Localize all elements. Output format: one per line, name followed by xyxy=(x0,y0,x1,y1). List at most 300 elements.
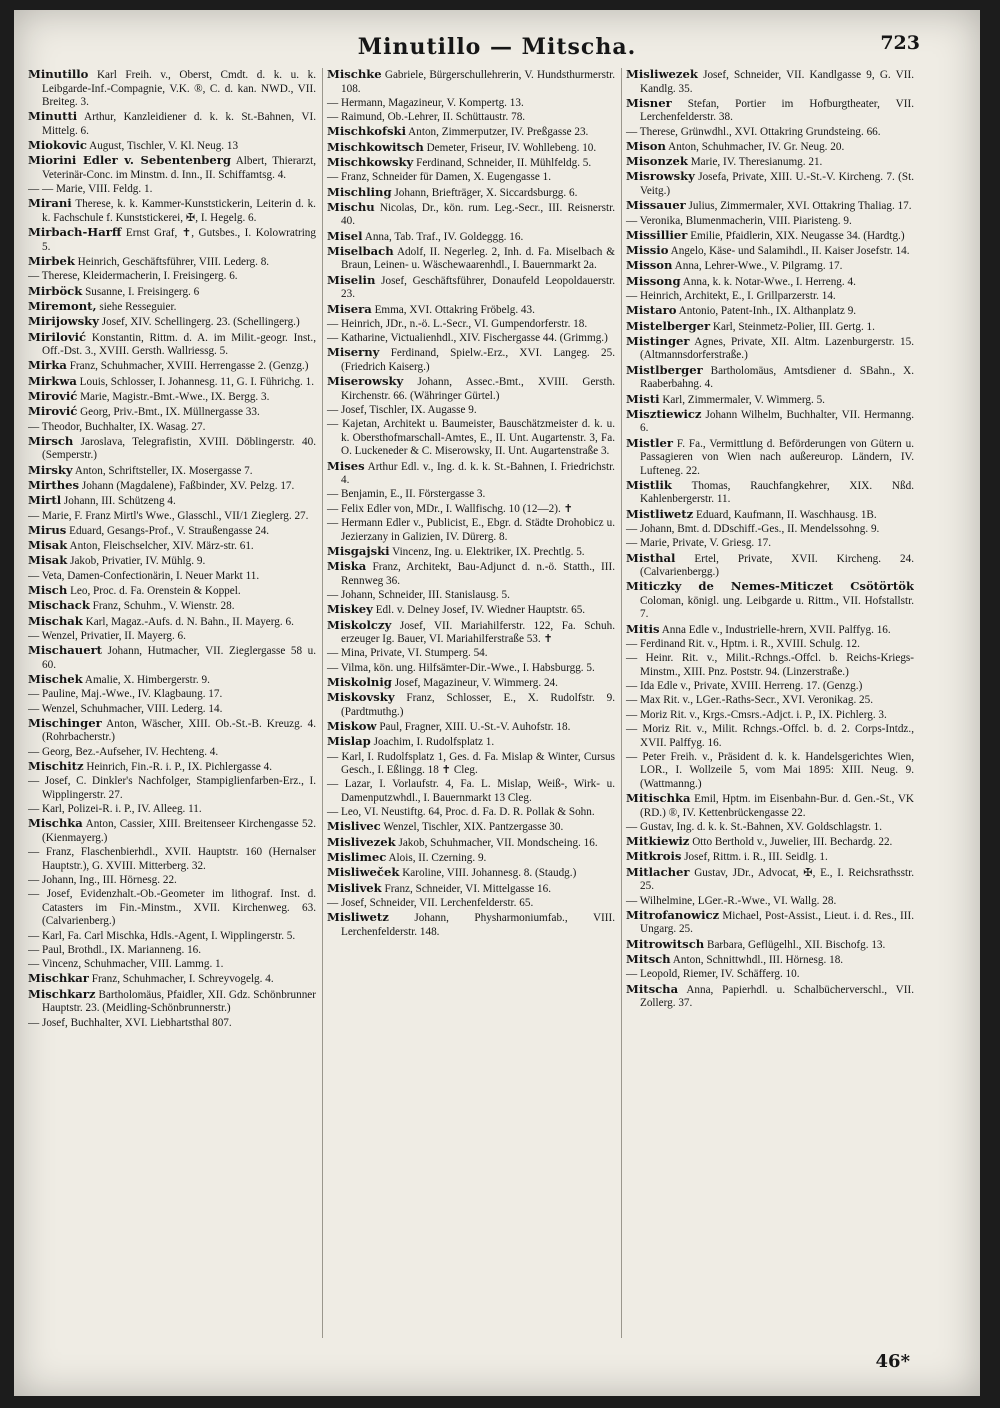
directory-entry xyxy=(626,835,914,850)
directory-entry xyxy=(327,517,615,544)
entry-details: — Theodor, Buchhalter, IX. Wasag. 27. xyxy=(28,420,206,433)
directory-entry xyxy=(28,375,316,390)
entry-surname: Miserowsky xyxy=(327,374,404,389)
entry-details: Johann, Assec.-Bmt., XVIII. Gersth. Kirchenstr. 66. (Währinger Gürtel.) xyxy=(341,376,615,402)
directory-entry xyxy=(327,186,615,201)
directory-entry xyxy=(327,897,615,911)
entry-surname: Misrowsky xyxy=(626,169,695,184)
directory-entry xyxy=(28,644,316,672)
entry-surname: Miskey xyxy=(327,602,373,617)
directory-entry xyxy=(327,691,615,719)
entry-details: — Johann, Schneider, III. Stanislausg. 5. xyxy=(327,588,510,601)
directory-entry xyxy=(626,275,914,290)
entry-details: Anton, Schriftsteller, IX. Mosergasse 7. xyxy=(74,464,253,477)
entry-surname: Mirkwa xyxy=(28,373,77,388)
directory-entry xyxy=(28,154,316,182)
entry-details: Anton, Schnittwhdl., III. Hörnesg. 18. xyxy=(672,953,844,966)
entry-details: — Josef, C. Dinkler's Nachfolger, Stampiglienfarben-Erz., I. Wipplingerstr. 27. xyxy=(28,775,316,801)
entry-details: Anna, k. k. Notar-Wwe., I. Herreng. 4. xyxy=(682,275,856,288)
directory-entry xyxy=(327,68,615,96)
entry-details: Jakob, Privatier, IV. Mühlg. 9. xyxy=(70,555,206,568)
directory-entry xyxy=(327,836,615,851)
directory-entry xyxy=(626,393,914,408)
directory-entry xyxy=(626,953,914,968)
entry-details: — Leopold, Riemer, IV. Schäfferg. 10. xyxy=(626,968,800,981)
entry-details: Leo, Proc. d. Fa. Orenstein & Koppel. xyxy=(70,585,241,598)
entry-details: Karl, Magaz.-Aufs. d. N. Bahn., II. Mayerg. 6. xyxy=(85,615,294,628)
directory-entry xyxy=(327,820,615,835)
entry-details: Therese, k. k. Kammer-Kunststickerin, Leiterin d. k. k. Fachschule f. Kunststickerei, ✠, I. Hegelg. 6. xyxy=(42,198,316,224)
directory-entry xyxy=(626,320,914,335)
directory-entry xyxy=(28,888,316,929)
directory-entry xyxy=(327,141,615,156)
directory-entry xyxy=(626,909,914,937)
entry-surname: Mislivek xyxy=(327,880,382,895)
directory-entry xyxy=(327,245,615,273)
entry-details: — Veta, Damen-Confectionärin, I. Neuer Markt 11. xyxy=(28,569,260,582)
entry-details: Franz, Schuhm., V. Wienstr. 28. xyxy=(92,600,235,613)
directory-entry xyxy=(626,437,914,479)
directory-entry xyxy=(28,405,316,420)
directory-entry xyxy=(327,201,615,229)
directory-entry xyxy=(327,230,615,245)
directory-entry xyxy=(28,673,316,688)
entry-surname: Mitscha xyxy=(626,981,679,996)
entry-surname: Mitlacher xyxy=(626,864,690,879)
directory-entry xyxy=(626,680,914,694)
entry-details: Edl. v. Delney Josef, IV. Wiedner Hauptstr. 65. xyxy=(375,604,586,617)
directory-entry xyxy=(28,874,316,888)
entry-details: siehe Resseguier. xyxy=(99,300,177,313)
entry-details: Bartholomäus, Pfaidler, XII. Gdz. Schönbrunner Hauptstr. 23. (Meidling-Schönbrunnerstr.) xyxy=(42,988,316,1015)
entry-details: — Johann, Bmt. d. DDschiff.-Ges., II. Mendelssohng. 9. xyxy=(626,523,880,536)
directory-entry xyxy=(626,866,914,894)
directory-entry xyxy=(28,226,316,254)
entry-details: — Josef, Tischler, IX. Augasse 9. xyxy=(327,404,477,417)
directory-entry xyxy=(626,623,914,638)
entry-details: Coloman, königl. ung. Leibgarde u. Rittm., VII. Hofstallstr. 7. xyxy=(640,594,914,621)
directory-entry xyxy=(28,331,316,359)
entry-details: Josef, XIV. Schellingerg. 23. (Schellingerg.) xyxy=(101,316,300,329)
entry-surname: Mislap xyxy=(327,734,371,749)
entry-details: Jakob, Schuhmacher, VII. Mondscheing. 16. xyxy=(398,836,598,849)
directory-entry xyxy=(327,647,615,661)
entry-details: Gustav, JDr., Advocat, ✠, E., I. Reichsrathsstr. 25. xyxy=(640,866,914,893)
entry-surname: Mischkofski xyxy=(327,124,406,139)
entry-details: Albert, Thierarzt, Veterinär-Conc. im Minstm. d. Inn., II. Schiffamtsg. 4. xyxy=(42,155,316,181)
entry-details: Karl Freih. v., Oberst, Cmdt. d. k. u. k. Leibgarde-Inf.-Compagnie, V.K. ®, C. d. kan. NWD., VII. Breiteg. 3. xyxy=(42,69,316,108)
directory-entry xyxy=(626,244,914,259)
directory-entry xyxy=(327,488,615,502)
entry-details: — Vilma, kön. ung. Hilfsämter-Dir.-Wwe., I. Habsburgg. 5. xyxy=(327,661,595,674)
entry-details: — Heinrich, JDr., n.-ö. L.-Secr., VI. Gumpendorferstr. 18. xyxy=(327,317,588,330)
entry-details: — Lazar, I. Vorlaufstr. 4, Fa. L. Mislap, Weiß-, Wirk- u. Damenputzwhdl., I. Bauernmarkt 13 Cleg. xyxy=(327,778,615,804)
entry-details: — Ida Edle v., Private, XVIII. Herreng. 17. (Genzg.) xyxy=(626,680,863,693)
directory-entry xyxy=(28,139,316,154)
entry-surname: Mischinger xyxy=(28,715,102,730)
directory-entry xyxy=(28,421,316,435)
directory-entry xyxy=(28,703,316,717)
entry-surname: Mirböck xyxy=(28,283,83,298)
directory-entry xyxy=(327,545,615,560)
directory-entry xyxy=(626,126,914,140)
entry-details: Anna, Papierhdl. u. Schalbücherverschl., VII. Zollerg. 37. xyxy=(640,983,914,1010)
entry-details: — Franz, Schneider für Damen, X. Eugengasse 1. xyxy=(327,171,551,184)
entry-details: Johann, Briefträger, X. Siccardsburgg. 6. xyxy=(394,186,578,199)
entry-surname: Minutti xyxy=(28,109,78,124)
entry-surname: Mises xyxy=(327,458,365,473)
directory-entry xyxy=(327,676,615,691)
entry-surname: Mirka xyxy=(28,358,67,373)
entry-details: Heinrich, Geschäftsführer, VIII. Lederg. 8. xyxy=(77,256,270,269)
entry-details: Johann, III. Schützeng 4. xyxy=(63,495,176,508)
directory-entry xyxy=(327,97,615,111)
directory-entry xyxy=(626,335,914,363)
entry-surname: Mistliwetz xyxy=(626,506,694,521)
entry-details: Konstantin, Rittm. d. A. im Milit.-geogr. Inst., Off.-Dst. 3., XVIII. Gersth. Wallriessg. 5. xyxy=(42,331,316,358)
directory-entry xyxy=(626,580,914,622)
entry-details: Eduard, Kaufmann, II. Waschhausg. 1B. xyxy=(696,508,877,521)
directory-entry xyxy=(327,560,615,588)
entry-surname: Mischek xyxy=(28,672,83,686)
entry-surname: Misliwezek xyxy=(626,68,698,81)
entry-details: Bartholomäus, Amtsdiener d. SBahn., X. Raaberbahng. 4. xyxy=(640,364,914,391)
directory-entry xyxy=(28,972,316,987)
entry-details: Eduard, Gesangs-Prof., V. Straußengasse 24. xyxy=(69,524,270,537)
directory-entry xyxy=(626,638,914,652)
directory-entry xyxy=(626,364,914,392)
directory-entry xyxy=(327,318,615,332)
entry-surname: Mirus xyxy=(28,522,67,537)
directory-entry xyxy=(28,746,316,760)
entry-details: Josefa, Private, XIII. U.-St.-V. Kircheng. 7. (St. Veitg.) xyxy=(640,171,914,197)
entry-details: Arthur Edl. v., Ing. d. k. k. St.-Bahnen, I. Friedrichstr. 4. xyxy=(341,460,615,487)
entry-surname: Miska xyxy=(327,559,367,574)
directory-entry xyxy=(28,1017,316,1031)
directory-entry xyxy=(626,140,914,155)
entry-details: Adolf, II. Negerleg. 2, Inh. d. Fa. Miselbach & Braun, Leinen- u. Wäschewaarenhdl., I. Bauernmarkt 2a. xyxy=(341,245,615,272)
directory-entry xyxy=(626,821,914,835)
entry-details: — Hermann, Magazineur, V. Kompertg. 13. xyxy=(327,96,524,109)
entry-details: Franz, Schuhmacher, XVIII. Herrengasse 2. (Genzg.) xyxy=(69,360,309,373)
entry-details: — Heinr. Rit. v., Milit.-Rchngs.-Offcl. b. Reichs-Kriegs-Minstm., XIII. Pnz. Poststr. 94. (Linzerstraße.) xyxy=(626,652,914,678)
entry-details: Karoline, VIII. Johannesg. 8. (Staudg.) xyxy=(402,867,577,880)
entry-surname: Missauer xyxy=(626,198,686,213)
entry-details: Marie, IV. Theresianumg. 21. xyxy=(690,156,823,169)
directory-entry xyxy=(626,723,914,750)
directory-entry xyxy=(28,958,316,972)
entry-details: Anton, Schuhmacher, IV. Gr. Neug. 20. xyxy=(668,140,845,153)
entry-details: Anton, Cassier, XIII. Breitenseer Kirchengasse 52. (Kienmayerg.) xyxy=(42,818,316,844)
entry-details: — Ferdinand Rit. v., Hptm. i. R., XVIII. Schulg. 12. xyxy=(626,638,860,651)
entry-details: Karl, Steinmetz-Polier, III. Gertg. 1. xyxy=(712,320,875,333)
directory-entry xyxy=(327,332,615,346)
directory-entry xyxy=(327,735,615,750)
entry-details: Ferdinand, Spielw.-Erz., XVI. Langeg. 25. (Friedrich Kaiserg.) xyxy=(341,347,615,373)
entry-surname: Miorini Edler v. Sebentenberg xyxy=(28,153,231,168)
column-left xyxy=(28,68,316,1338)
entry-surname: Mischke xyxy=(327,68,382,81)
entry-details: Emma, XVI. Ottakring Fröbelg. 43. xyxy=(374,303,535,316)
directory-page xyxy=(14,10,980,1396)
directory-entry xyxy=(626,479,914,507)
entry-surname: Mirthes xyxy=(28,477,80,492)
entry-details: — Josef, Buchhalter, XVI. Liebhartsthal 807. xyxy=(28,1016,232,1029)
entry-surname: Miremont, xyxy=(28,298,97,313)
entry-surname: Mison xyxy=(626,138,666,153)
entry-details: — Paul, Brothdl., IX. Marianneng. 16. xyxy=(28,943,202,956)
entry-surname: Mirilović xyxy=(28,329,87,344)
entry-surname: Misson xyxy=(626,258,673,273)
directory-entry xyxy=(28,494,316,509)
entry-details: Anton, Fleischselcher, XIV. März-str. 61. xyxy=(69,540,254,553)
entry-surname: Mischkar xyxy=(28,971,89,986)
entry-details: Josef, Rittm. i. R., III. Seidlg. 1. xyxy=(684,851,828,864)
entry-details: — Moriz Rit. v., Krgs.-Cmsrs.-Adjct. i. P., IX. Pichlerg. 3. xyxy=(626,708,887,721)
entry-details: Julius, Zimmermaler, XVI. Ottakring Thaliag. 17. xyxy=(688,200,912,213)
entry-details: Wenzel, Tischler, XIX. Pantzergasse 30. xyxy=(383,821,564,834)
directory-entry xyxy=(28,524,316,539)
entry-surname: Mitkiewiz xyxy=(626,834,690,849)
entry-details: Anna Edle v., Industrielle-hrern, XVII. Palffyg. 16. xyxy=(661,623,891,636)
directory-entry xyxy=(626,304,914,319)
entry-surname: Miticzky de Nemes-Miticzet Csötörtök xyxy=(626,579,914,594)
directory-entry xyxy=(28,717,316,745)
entry-details: Johann, Physharmoniumfab., VIII. Lerchenfelderstr. 148. xyxy=(341,912,615,938)
entry-details: — Franz, Flaschenbierhdl., XVII. Hauptstr. 160 (Hernalser Hauptstr.), G. XVIII. Mitterberg. 32. xyxy=(28,846,316,872)
directory-entry xyxy=(327,171,615,185)
entry-surname: Mischkowsky xyxy=(327,154,414,169)
directory-entry xyxy=(327,111,615,125)
entry-surname: Mirijowsky xyxy=(28,314,99,329)
entry-details: Arthur, Kanzleidiener d. k. k. St.-Bahnen, VI. Mittelg. 6. xyxy=(42,111,316,137)
entry-details: Gabriele, Bürgerschullehrerin, V. Hundsthurmerstr. 108. xyxy=(341,69,615,95)
entry-details: Amalie, X. Himbergerstr. 9. xyxy=(84,674,210,686)
directory-entry xyxy=(327,619,615,647)
entry-surname: Miserny xyxy=(327,345,380,360)
entry-details: Joachim, I. Rudolfsplatz 1. xyxy=(373,736,495,749)
entry-details: Franz, Schlosser, E., X. Rudolfstr. 9. (Pardtmuthg.) xyxy=(341,692,615,718)
entry-details: — Pauline, Maj.-Wwe., IV. Klagbaung. 17. xyxy=(28,688,223,701)
entry-details: Demeter, Friseur, IV. Wohllebeng. 10. xyxy=(426,141,597,154)
entry-details: Anna, Tab. Traf., IV. Goldeggg. 16. xyxy=(364,230,524,243)
entry-surname: Misti xyxy=(626,391,660,406)
directory-entry xyxy=(28,539,316,554)
entry-details: Franz, Schuhmacher, I. Schreyvogelg. 4. xyxy=(91,973,274,986)
entry-details: — Wenzel, Schuhmacher, VIII. Lederg. 14. xyxy=(28,702,223,715)
entry-details: Stefan, Portier im Hofburgtheater, VII. Lerchenfelderstr. 38. xyxy=(640,97,914,124)
directory-entry xyxy=(327,662,615,676)
directory-entry xyxy=(28,846,316,873)
entry-details: — Josef, Evidenzhalt.-Ob.-Geometer im lithograf. Inst. d. Catasters im Fin.-Minstm., XVII. Kirchenweg. 63. (Calvarienberg.) xyxy=(28,888,316,928)
entry-surname: Mischkarz xyxy=(28,986,96,1001)
entry-surname: Mischka xyxy=(28,816,83,831)
entry-surname: Misliwetz xyxy=(327,910,389,925)
entry-surname: Misner xyxy=(626,95,672,110)
directory-entry xyxy=(626,155,914,170)
column-right xyxy=(621,68,914,1338)
entry-details: Franz, Architekt, Bau-Adjunct d. n.-ö. Statth., III. Rennweg 36. xyxy=(341,561,615,587)
entry-surname: Misonzek xyxy=(626,154,688,169)
directory-entry xyxy=(327,720,615,735)
entry-details: — Karl, Fa. Carl Mischka, Hdls.-Agent, I. Wipplingerstr. 5. xyxy=(28,929,296,942)
entry-details: — Max Rit. v., LGer.-Raths-Secr., XVI. Veronikag. 25. xyxy=(626,694,874,707)
entry-surname: Mischu xyxy=(327,199,375,214)
entry-surname: Miskovsky xyxy=(327,690,395,705)
directory-entry xyxy=(28,390,316,405)
directory-entry xyxy=(626,408,914,436)
directory-entry xyxy=(626,259,914,274)
entry-surname: Miokovic xyxy=(28,138,87,153)
directory-entry xyxy=(28,464,316,479)
entry-surname: Mirsch xyxy=(28,433,74,448)
entry-surname: Miskow xyxy=(327,719,377,733)
directory-entry xyxy=(327,375,615,403)
entry-details: — Leo, VI. Neustiftg. 64, Proc. d. Fa. D. R. Pollak & Sohn. xyxy=(327,806,595,819)
directory-entry xyxy=(28,435,316,463)
entry-details: — Hermann Edler v., Publicist, E., Ebgr. d. Städte Drohobicz u. Jezierzany in Galizien, IV. Dürerg. 8. xyxy=(327,517,615,543)
entry-surname: Missillier xyxy=(626,227,688,242)
entry-details: Alois, II. Czerning. 9. xyxy=(388,852,487,865)
directory-entry xyxy=(28,110,316,138)
directory-entry xyxy=(28,775,316,802)
entry-details: Anton, Wäscher, XIII. Ob.-St.-B. Kreuzg. 4. (Rohrbacherstr.) xyxy=(42,717,316,744)
directory-entry xyxy=(28,479,316,494)
entry-surname: Misliweček xyxy=(327,865,400,880)
entry-surname: Mischak xyxy=(28,613,83,628)
entry-details: — Wilhelmine, LGer.-R.-Wwe., VI. Wallg. 28. xyxy=(626,894,837,907)
entry-surname: Mitrofanowicz xyxy=(626,907,720,922)
directory-entry xyxy=(626,523,914,537)
entry-details: Susanne, I. Freisingerg. 6 xyxy=(85,285,200,298)
entry-details: — Katharine, Victualienhdl., XIV. Fischergasse 44. (Grimmg.) xyxy=(327,332,608,345)
directory-entry xyxy=(626,552,914,580)
entry-details: Anna, Lehrer-Wwe., V. Pilgramg. 17. xyxy=(674,260,843,273)
directory-entry xyxy=(28,554,316,569)
directory-entry xyxy=(626,97,914,125)
entry-details: Ernst Graf, ✝, Gutsbes., I. Kolowratring 5. xyxy=(42,227,316,253)
directory-entry xyxy=(626,215,914,229)
entry-details: — Therese, Grünwdhl., XVI. Ottakring Grundsteing. 66. xyxy=(626,125,881,138)
entry-details: Heinrich, Fin.-R. i. P., IX. Pichlergasse 4. xyxy=(86,760,273,773)
entry-details: — Felix Edler von, MDr., I. Wallfischg. 10 (12—2). ✝ xyxy=(327,502,573,515)
entry-details: — Marie, Private, V. Griesg. 17. xyxy=(626,537,772,550)
entry-details: — Raimund, Ob.-Lehrer, II. Schüttaustr. 78. xyxy=(327,111,526,124)
entry-surname: Mistlberger xyxy=(626,362,703,377)
directory-entry xyxy=(28,944,316,958)
directory-entry xyxy=(28,988,316,1016)
directory-entry xyxy=(327,303,615,318)
directory-entry xyxy=(626,751,914,792)
entry-details: — Vincenz, Schuhmacher, VIII. Lammg. 1. xyxy=(28,958,224,971)
entry-surname: Mischitz xyxy=(28,758,84,773)
directory-entry xyxy=(327,911,615,939)
entry-surname: Mirbach-Harff xyxy=(28,225,122,240)
column-middle xyxy=(322,68,615,1338)
entry-surname: Mirbek xyxy=(28,254,75,269)
entry-details: F. Fa., Vermittlung d. Beförderungen von Gütern u. Passagieren von Wien nach außereurop. Ländern, IV. Lufteneg. 22. xyxy=(640,437,914,477)
entry-details: — Veronika, Blumenmacherin, VIII. Piaristeng. 9. xyxy=(626,214,852,227)
entry-surname: Misera xyxy=(327,301,372,316)
directory-entry xyxy=(28,270,316,284)
entry-details: Agnes, Private, XII. Altm. Lazenburgerstr. 15. (Altmannsdorferstraße.) xyxy=(640,335,914,362)
entry-surname: Misgajski xyxy=(327,543,390,558)
directory-entry xyxy=(28,197,316,225)
directory-entry xyxy=(327,882,615,897)
entry-details: — Marie, F. Franz Mirtl's Wwe., Glasschl., VII/1 Zieglerg. 27. xyxy=(28,509,309,522)
entry-details: — Heinrich, Architekt, E., I. Grillparzerstr. 14. xyxy=(626,290,836,303)
directory-entry xyxy=(327,125,615,140)
entry-surname: Misel xyxy=(327,228,363,243)
entry-surname: Mitischka xyxy=(626,791,691,806)
entry-surname: Misztiewicz xyxy=(626,406,702,421)
entry-details: Johann (Magdalene), Faßbinder, XV. Pelzg. 17. xyxy=(81,479,295,492)
entry-surname: Mirtl xyxy=(28,493,62,508)
signature-mark: 46* xyxy=(875,1351,910,1372)
entry-details: — Georg, Bez.-Aufseher, IV. Hechteng. 4. xyxy=(28,745,219,758)
entry-details: Thomas, Rauchfangkehrer, XIX. Nßd. Kahlenbergerstr. 11. xyxy=(640,479,914,506)
directory-entry xyxy=(28,255,316,270)
entry-details: — Wenzel, Privatier, II. Mayerg. 6. xyxy=(28,629,186,642)
directory-entry xyxy=(626,229,914,244)
directory-entry xyxy=(327,866,615,881)
entry-details: Josef, Geschäftsführer, Donaufeld Leopoldauerstr. 23. xyxy=(341,274,615,301)
entry-surname: Miselin xyxy=(327,272,376,287)
directory-entry xyxy=(28,760,316,775)
directory-entry xyxy=(28,615,316,630)
entry-surname: Mistinger xyxy=(626,333,690,348)
entry-surname: Mitkrois xyxy=(626,849,682,864)
directory-entry xyxy=(626,508,914,523)
entry-details: Michael, Post-Assist., Lieut. i. d. Res., III. Ungarg. 25. xyxy=(640,909,914,936)
directory-entry xyxy=(327,751,615,778)
entry-details: Ferdinand, Schneider, II. Mühlfeldg. 5. xyxy=(416,156,592,169)
entry-details: Emil, Hptm. im Eisenbahn-Bur. d. Gen.-St., VK (RD.) ®, IV. Kettenbrückengasse 22. xyxy=(640,793,914,819)
entry-details: Emilie, Pfaidlerin, XIX. Neugasse 34. (Hardtg.) xyxy=(690,229,905,242)
entry-columns xyxy=(28,68,914,1338)
page-number: 723 xyxy=(880,32,920,54)
directory-entry xyxy=(28,584,316,599)
directory-entry xyxy=(28,315,316,330)
entry-surname: Mistelberger xyxy=(626,318,711,333)
directory-entry xyxy=(626,709,914,723)
directory-entry xyxy=(28,688,316,702)
entry-surname: Mirović xyxy=(28,388,78,403)
directory-entry xyxy=(28,68,316,110)
entry-surname: Mitrowitsch xyxy=(626,936,705,951)
directory-entry xyxy=(28,359,316,374)
directory-entry xyxy=(28,817,316,845)
entry-details: Josef, Schneider, VII. Kandlgasse 9, G. VII. Kandlg. 35. xyxy=(640,69,914,95)
entry-details: Vincenz, Ing. u. Elektriker, IX. Prechtlg. 5. xyxy=(392,545,585,558)
entry-details: Josef, VII. Mariahilferstr. 122, Fa. Schuh. erzeuger Ig. Bauer, VI. Mariahilferstraße 53. ✝ xyxy=(341,619,615,646)
entry-surname: Mischling xyxy=(327,184,392,199)
entry-details: Marie, Magistr.-Bmt.-Wwe., IX. Bergg. 3. xyxy=(80,390,270,403)
entry-surname: Mirani xyxy=(28,196,72,211)
directory-entry xyxy=(28,599,316,614)
entry-surname: Mischack xyxy=(28,598,90,613)
directory-entry xyxy=(626,694,914,708)
directory-entry xyxy=(626,850,914,865)
entry-details: — Therese, Kleidermacherin, I. Freisingerg. 6. xyxy=(28,270,238,283)
entry-surname: Mistler xyxy=(626,435,674,450)
entry-details: Karl, Zimmermaler, V. Wimmerg. 5. xyxy=(662,393,825,406)
directory-entry xyxy=(327,778,615,805)
directory-entry xyxy=(327,274,615,302)
entry-surname: Misak xyxy=(28,553,68,568)
entry-details: Anton, Zimmerputzer, IV. Preßgasse 23. xyxy=(408,126,589,139)
entry-surname: Mirsky xyxy=(28,462,73,477)
